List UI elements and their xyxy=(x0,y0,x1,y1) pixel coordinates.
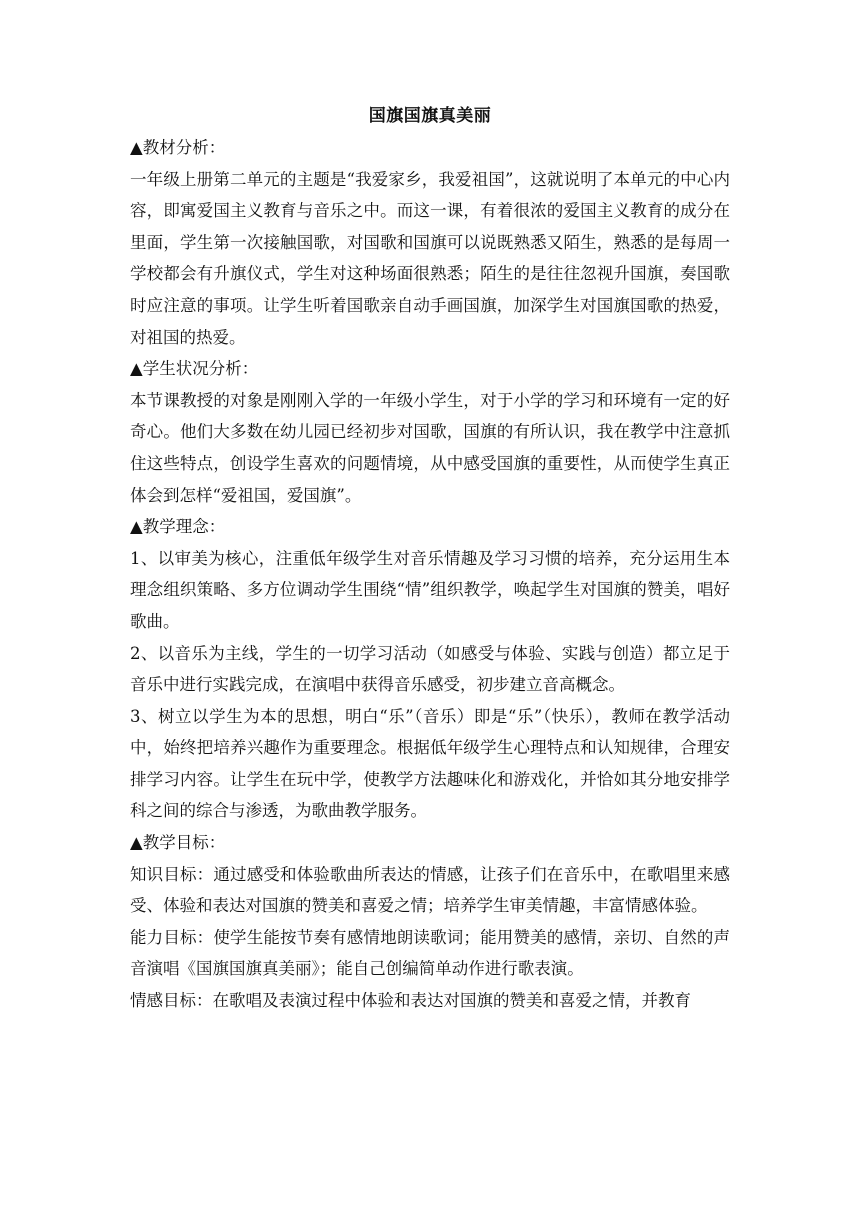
paragraph: 1、以审美为核心，注重低年级学生对音乐情趣及学习习惯的培养，充分运用生本理念组织策略、多方位调动学生围绕“情”组织教学，唤起学生对国旗的赞美，唱好歌曲。 xyxy=(130,548,730,631)
document-title: 国旗国旗真美丽 xyxy=(368,106,492,126)
paragraph: 一年级上册第二单元的主题是“我爱家乡，我爱祖国”，这就说明了本单元的中心内容，即寓爱国主义教育与音乐之中。而这一课，有着很浓的爱国主义教育的成分在里面，学生第一次接触国歌，对国歌和国旗可以说既熟悉又陌生，熟悉的是每周一学校都会有升旗仪式，学生对这种场面很熟悉；陌生的是往往忽视升国旗，奏国歌时应注意的事项。让学生听着国歌亲自动手画国旗，加深学生对国旗国歌的热爱，对祖国的热爱。 xyxy=(130,169,730,347)
paragraph: 3、树立以学生为本的思想，明白“乐”（音乐）即是“乐”（快乐），教师在教学活动中，始终把培养兴趣作为重要理念。根据低年级学生心理特点和认知规律，合理安排学习内容。让学生在玩中学，使教学方法趣味化和游戏化，并恰如其分地安排学科之间的综合与渗透，为歌曲教学服务。 xyxy=(130,706,730,821)
document-body xyxy=(130,100,730,1017)
section-heading: ▲教学目标： xyxy=(130,833,226,853)
section-teaching-philosophy xyxy=(130,511,730,827)
paragraph: 情感目标：在歌唱及表演过程中体验和表达对国旗的赞美和喜爱之情，并教育 xyxy=(130,991,691,1011)
section-heading: ▲学生状况分析： xyxy=(130,359,259,379)
paragraph: 能力目标：使学生能按节奏有感情地朗读歌词；能用赞美的感情，亲切、自然的声音演唱《国旗国旗真美丽》；能自己创编简单动作进行歌表演。 xyxy=(130,927,730,979)
section-heading: ▲教材分析： xyxy=(130,138,226,157)
section-textbook-analysis xyxy=(130,132,730,353)
section-teaching-goals xyxy=(130,827,730,1017)
section-student-analysis xyxy=(130,353,730,511)
paragraph: 2、以音乐为主线，学生的一切学习活动（如感受与体验、实践与创造）都立足于音乐中进行实践完成，在演唱中获得音乐感受，初步建立音高概念。 xyxy=(130,643,730,695)
paragraph: 知识目标：通过感受和体验歌曲所表达的情感，让孩子们在音乐中，在歌唱里来感受、体验和表达对国旗的赞美和喜爱之情；培养学生审美情趣，丰富情感体验。 xyxy=(130,864,730,916)
section-heading: ▲教学理念： xyxy=(130,517,226,537)
paragraph: 本节课教授的对象是刚刚入学的一年级小学生，对于小学的学习和环境有一定的好奇心。他们大多数在幼儿园已经初步对国歌，国旗的有所认识，我在教学中注意抓住这些特点，创设学生喜欢的问题情境，从中感受国旗的重要性，从而使学生真正体会到怎样“爱祖国，爱国旗”。 xyxy=(130,390,730,505)
